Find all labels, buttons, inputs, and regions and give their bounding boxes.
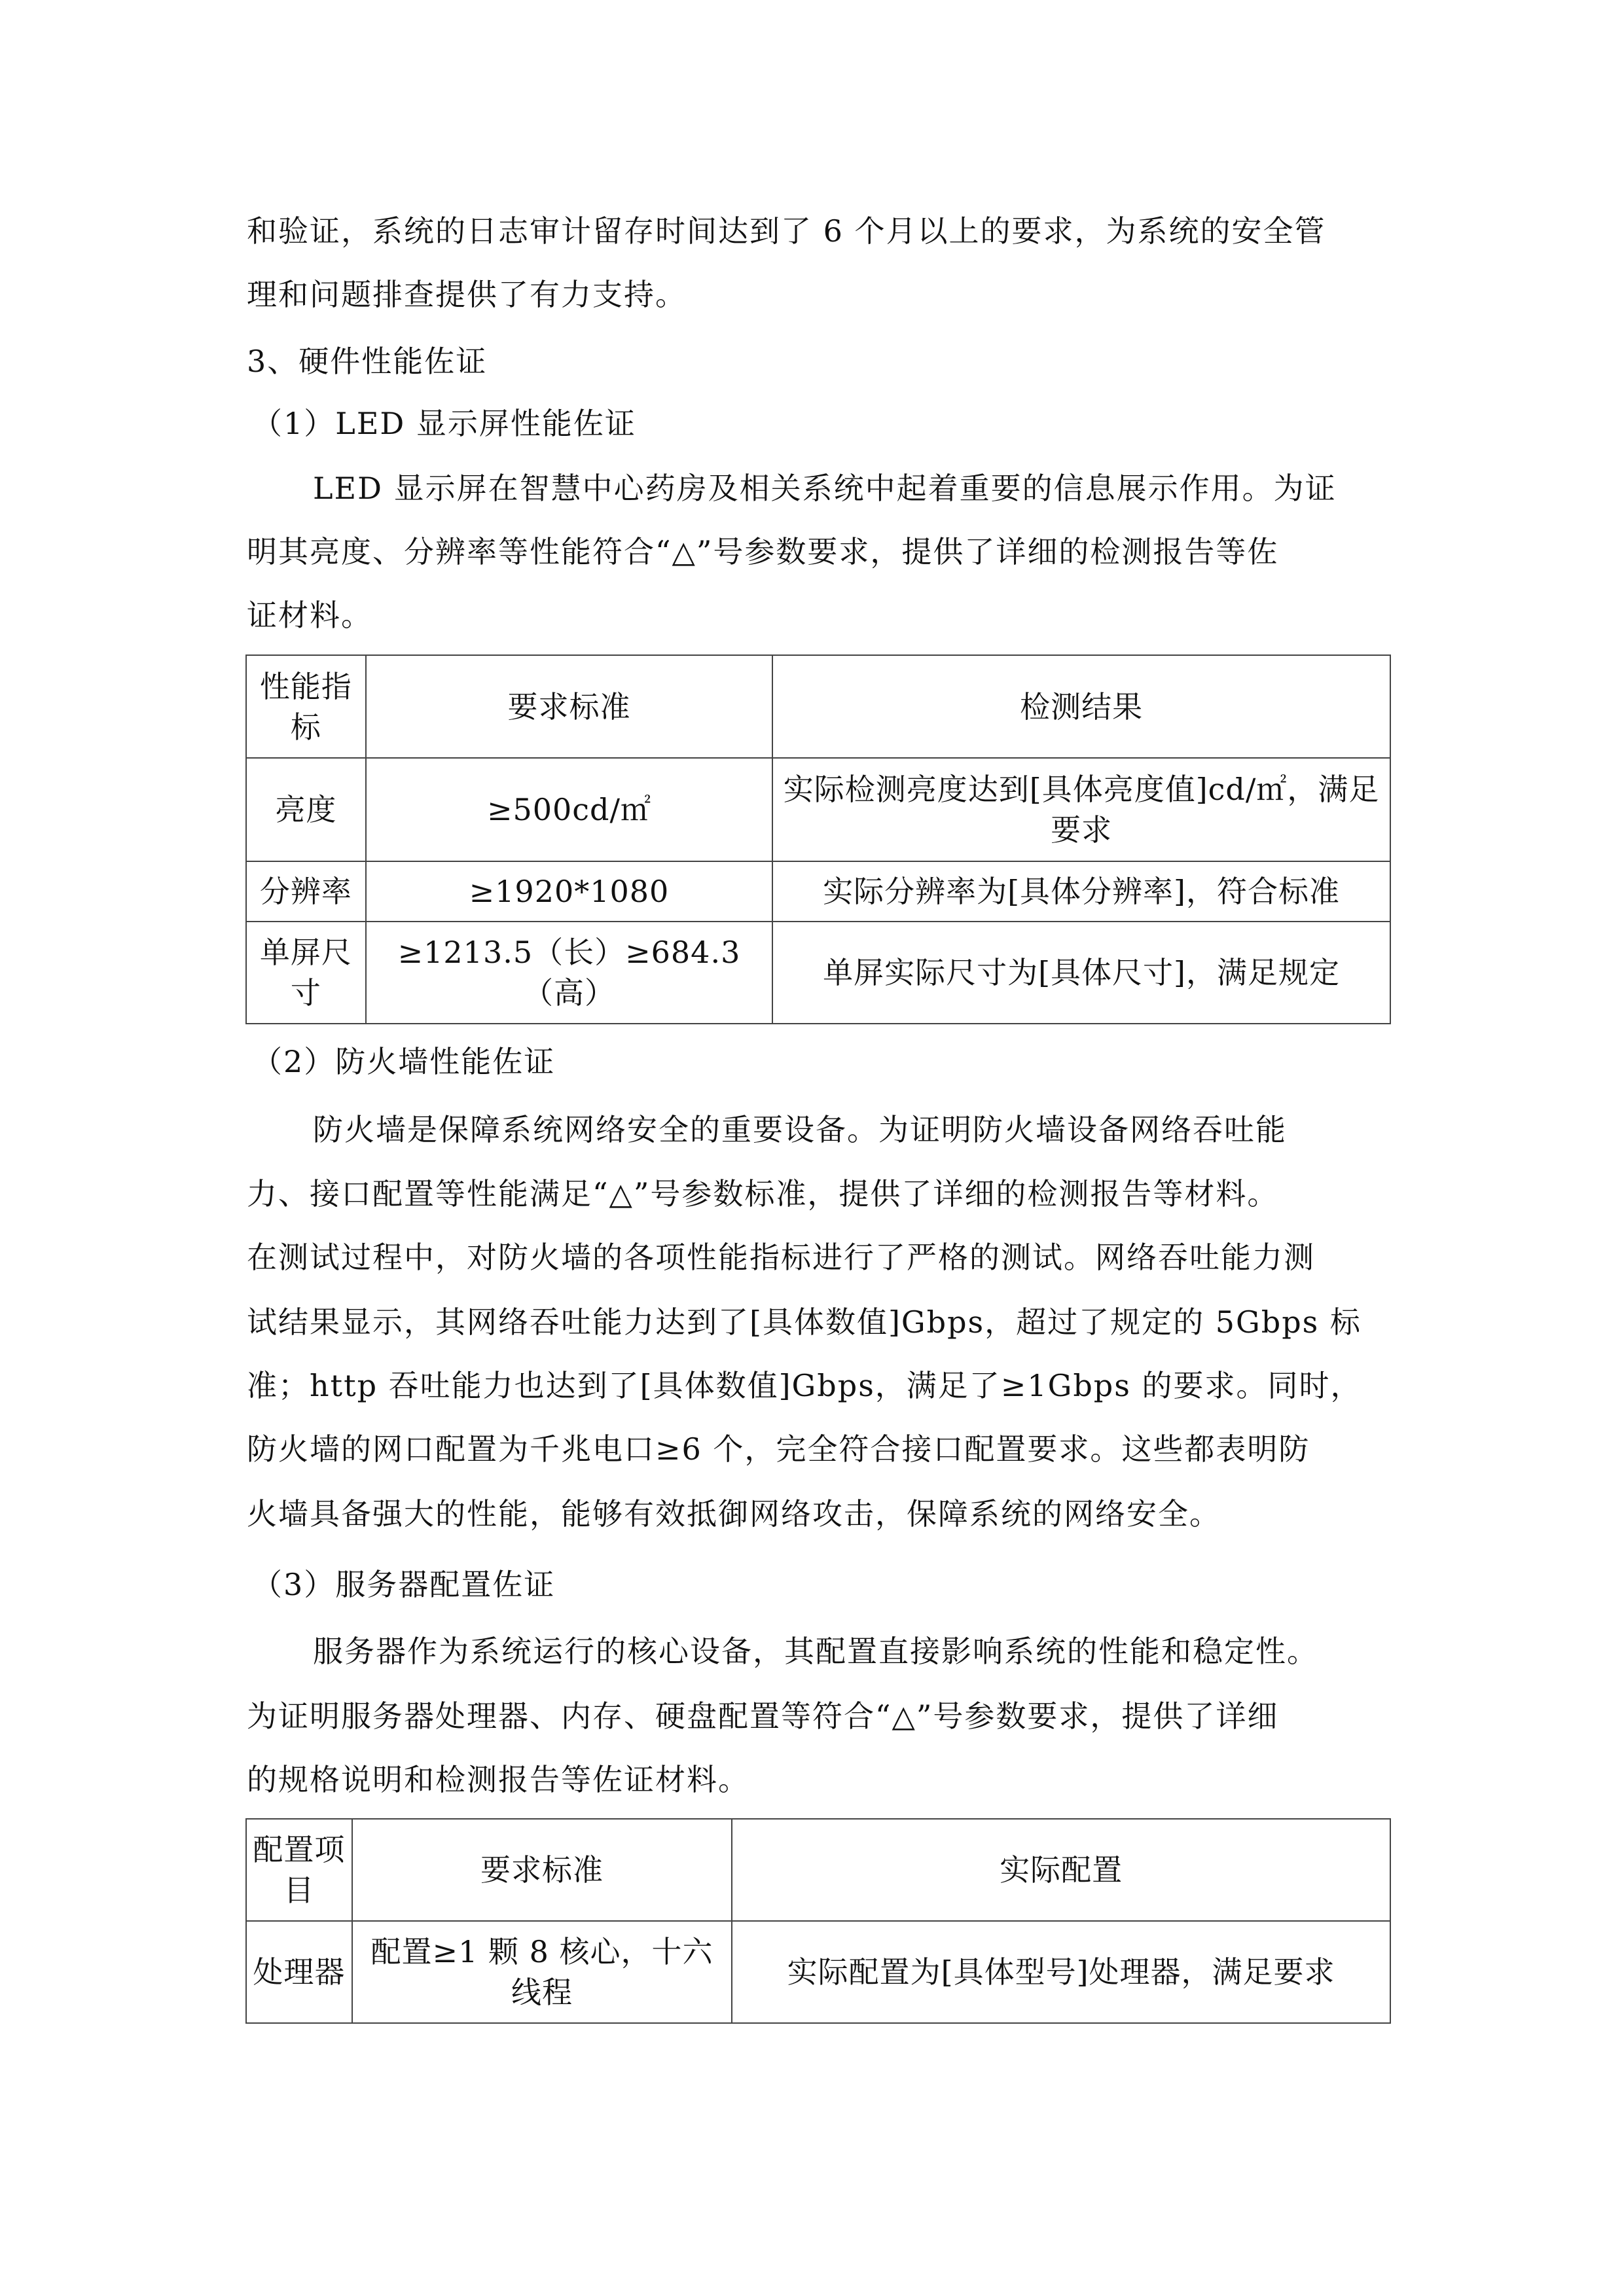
table-cell: 分辨率 [246,861,366,922]
table-cell: 亮度 [246,758,366,861]
table-header-row [246,655,1390,758]
table-header-cell: 实际配置 [732,1819,1390,1921]
section-heading: 3、硬件性能佐证 [247,344,488,379]
paragraph-line: 防火墙的网口配置为千兆电口≥6 个，完全符合接口配置要求。这些都表明防 [247,1431,1310,1467]
led-performance-table [245,655,1391,1024]
paragraph-line: 火墙具备强大的性能，能够有效抵御网络攻击，保障系统的网络安全。 [247,1496,1221,1532]
paragraph-line: 服务器作为系统运行的核心设备，其配置直接影响系统的性能和稳定性。 [313,1634,1318,1669]
table-header-cell: 要求标准 [352,1819,732,1921]
paragraph-line: 准；http 吞吐能力也达到了[具体数值]Gbps，满足了≥1Gbps 的要求。同时， [247,1368,1362,1403]
table-cell: ≥500cd/㎡ [366,758,772,861]
table-row [246,758,1390,861]
table-header-cell: 检测结果 [772,655,1390,758]
table-cell: 配置≥1 颗 8 核心，十六线程 [352,1921,732,2023]
table-cell: 单屏尺寸 [246,922,366,1024]
table-header-cell: 要求标准 [366,655,772,758]
paragraph-line: 防火墙是保障系统网络安全的重要设备。为证明防火墙设备网络吞吐能 [313,1112,1287,1147]
table-row [246,1921,1390,2023]
paragraph-line: 为证明服务器处理器、内存、硬盘配置等符合“△”号参数要求，提供了详细 [247,1698,1279,1734]
table-cell: 实际检测亮度达到[具体亮度值]cd/㎡，满足要求 [772,758,1390,861]
server-config-table [245,1818,1391,2024]
table-cell: 实际配置为[具体型号]处理器，满足要求 [732,1921,1390,2023]
subsection-heading: （1）LED 显示屏性能佐证 [252,406,636,441]
subsection-heading: （2）防火墙性能佐证 [252,1044,556,1079]
paragraph-line: 理和问题排查提供了有力支持。 [247,277,687,312]
paragraph-line: 证材料。 [247,598,372,633]
paragraph-line: 的规格说明和检测报告等佐证材料。 [247,1762,749,1797]
paragraph-line: 明其亮度、分辨率等性能符合“△”号参数要求，提供了详细的检测报告等佐 [247,534,1279,569]
table-cell: 实际分辨率为[具体分辨率]，符合标准 [772,861,1390,922]
table-cell: ≥1920*1080 [366,861,772,922]
table-header-row [246,1819,1390,1921]
subsection-heading: （3）服务器配置佐证 [252,1567,556,1602]
table-row [246,922,1390,1024]
paragraph-line: LED 显示屏在智慧中心药房及相关系统中起着重要的信息展示作用。为证 [313,471,1337,506]
table-cell: 处理器 [246,1921,352,2023]
table-header-cell: 配置项目 [246,1819,352,1921]
table-cell: ≥1213.5（长）≥684.3（高） [366,922,772,1024]
paragraph-line: 和验证，系统的日志审计留存时间达到了 6 个月以上的要求，为系统的安全管 [247,213,1326,249]
paragraph-line: 试结果显示，其网络吞吐能力达到了[具体数值]Gbps，超过了规定的 5Gbps 标 [247,1304,1362,1340]
table-row [246,861,1390,922]
table-cell: 单屏实际尺寸为[具体尺寸]，满足规定 [772,922,1390,1024]
table-header-cell: 性能指标 [246,655,366,758]
paragraph-line: 在测试过程中，对防火墙的各项性能指标进行了严格的测试。网络吞吐能力测 [247,1240,1315,1275]
paragraph-line: 力、接口配置等性能满足“△”号参数标准，提供了详细的检测报告等材料。 [247,1176,1279,1211]
